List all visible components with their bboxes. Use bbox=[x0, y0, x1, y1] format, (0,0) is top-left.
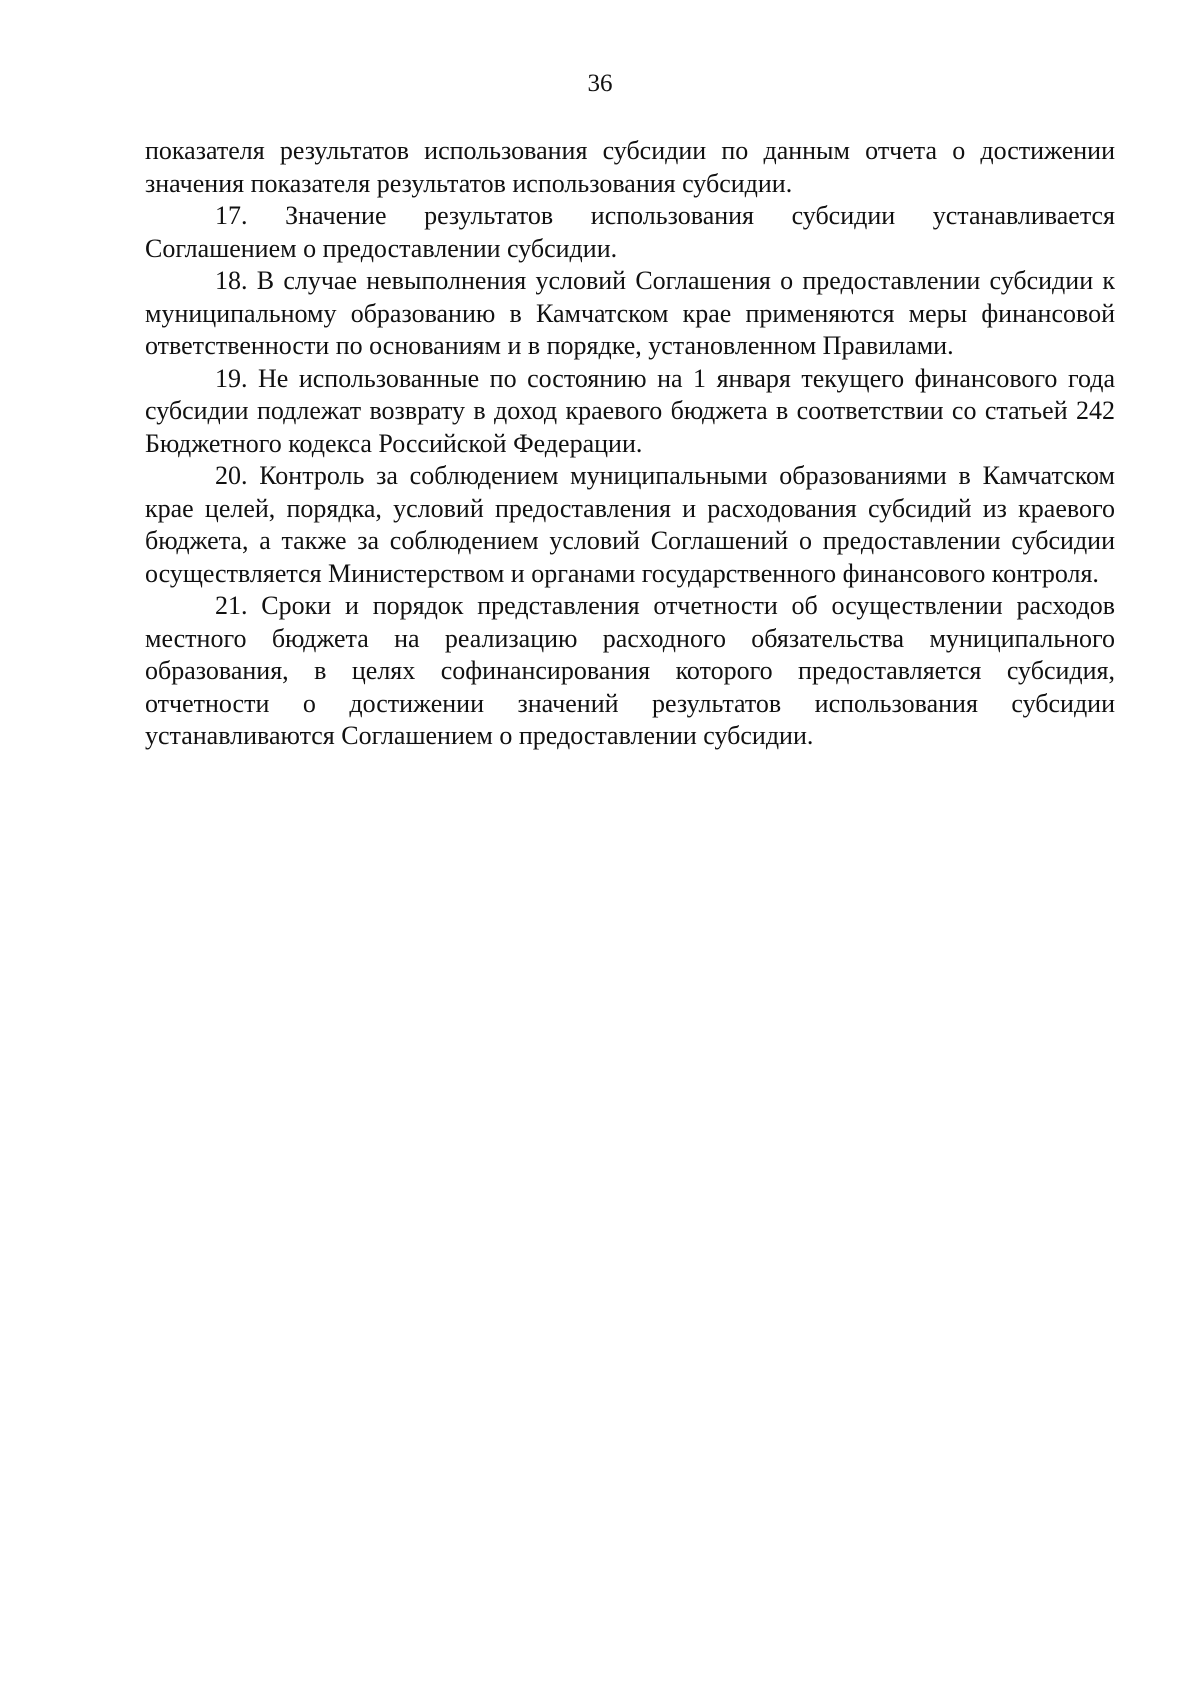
paragraph-continuation: показателя результатов использования субсидии по данным отчета о достижении значения показателя результатов использования субсидии. bbox=[145, 136, 1115, 198]
paragraph-18: 18. В случае невыполнения условий Соглашения о предоставлении субсидии к муниципальному образованию в Камчатском крае применяются меры финансовой ответственности по основаниям и в порядке, установленном Правилами. bbox=[145, 266, 1115, 360]
paragraph-17: 17. Значение результатов использования субсидии устанавливается Соглашением о предоставлении субсидии. bbox=[145, 201, 1115, 263]
paragraph-21: 21. Сроки и порядок представления отчетности об осуществлении расходов местного бюджета на реализацию расходного обязательства муниципального образования, в целях софинансирования которого предоставляется субсидия, отчетности о достижении значений результатов использования субсидии устанавливаются Соглашением о предоставлении субсидии. bbox=[145, 591, 1115, 750]
paragraph-19: 19. Не использованные по состоянию на 1 января текущего финансового года субсидии подлежат возврату в доход краевого бюджета в соответствии со статьей 242 Бюджетного кодекса Российской Федерации. bbox=[145, 363, 1115, 458]
page-number: 36 bbox=[587, 70, 613, 97]
document-body bbox=[145, 135, 1115, 753]
paragraph-20: 20. Контроль за соблюдением муниципальными образованиями в Камчатском крае целей, порядка, условий предоставления и расходования субсидий из краевого бюджета, а также за соблюдением условий Соглашений о предоставлении субсидии осуществляется Министерством и органами государственного финансового контроля. bbox=[145, 461, 1115, 588]
